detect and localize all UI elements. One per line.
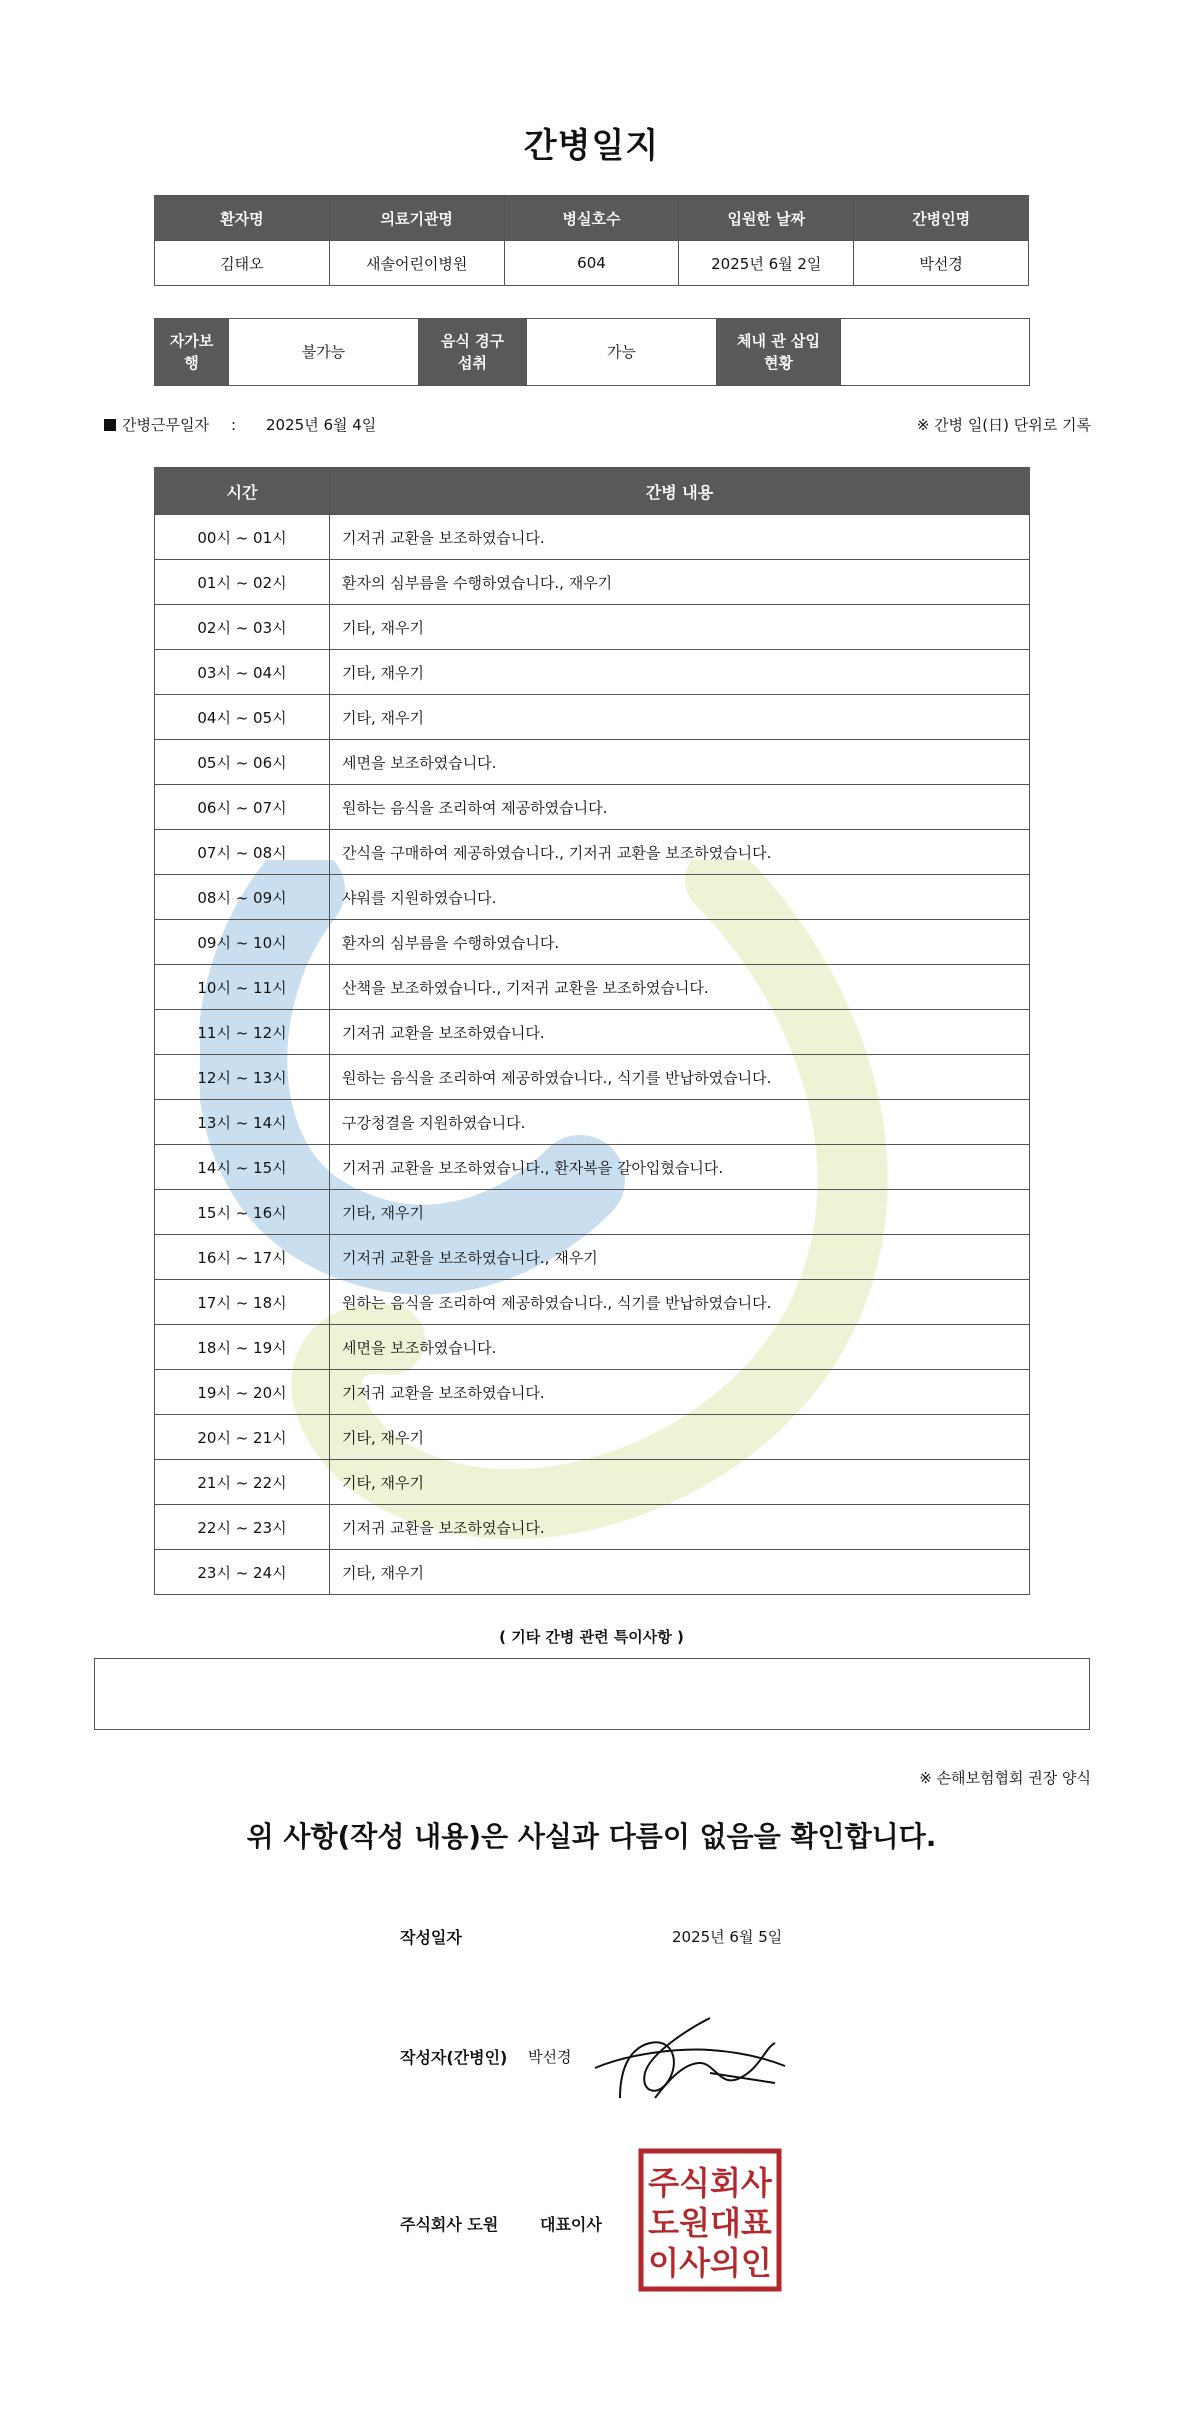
care-log-row xyxy=(155,785,1030,830)
log-content-cell: 기타, 재우기 xyxy=(330,695,1030,740)
log-time-cell: 06시 ~ 07시 xyxy=(155,785,330,830)
care-log-row xyxy=(155,1235,1030,1280)
care-log-row xyxy=(155,1415,1030,1460)
daily-record-note: ※ 간병 일(日) 단위로 기록 xyxy=(916,416,1091,434)
info-header-row xyxy=(155,196,1029,241)
log-time-cell: 17시 ~ 18시 xyxy=(155,1280,330,1325)
room-number: 604 xyxy=(504,241,679,286)
log-time-cell: 21시 ~ 22시 xyxy=(155,1460,330,1505)
header-patient-name: 환자명 xyxy=(155,196,330,241)
tube-label-line1: 체내 관 삽입 xyxy=(737,332,820,350)
log-time-cell: 20시 ~ 21시 xyxy=(155,1415,330,1460)
tube-label-line2: 현황 xyxy=(764,354,793,372)
log-time-cell: 15시 ~ 16시 xyxy=(155,1190,330,1235)
log-time-cell: 01시 ~ 02시 xyxy=(155,560,330,605)
care-log-row xyxy=(155,515,1030,560)
log-content-cell: 환자의 심부름을 수행하였습니다., 재우기 xyxy=(330,560,1030,605)
page-title: 간병일지 xyxy=(523,126,660,166)
care-log-row xyxy=(155,1010,1030,1055)
log-content-cell: 환자의 심부름을 수행하였습니다. xyxy=(330,920,1030,965)
confirmation-statement: 위 사항(작성 내용)은 사실과 다름이 없음을 확인합니다. xyxy=(246,1820,937,1853)
log-content-cell: 원하는 음식을 조리하여 제공하였습니다., 식기를 반납하였습니다. xyxy=(330,1055,1030,1100)
log-content-cell: 기저귀 교환을 보조하였습니다. xyxy=(330,515,1030,560)
care-log-body xyxy=(155,515,1030,1595)
oral-intake-label-line2: 섭취 xyxy=(458,354,487,372)
log-time-cell: 12시 ~ 13시 xyxy=(155,1055,330,1100)
log-time-cell: 04시 ~ 05시 xyxy=(155,695,330,740)
tube-label xyxy=(717,319,841,386)
care-log-row xyxy=(155,1145,1030,1190)
header-admission-date: 입원한 날짜 xyxy=(679,196,854,241)
care-log-row xyxy=(155,1460,1030,1505)
log-content-cell: 기타, 재우기 xyxy=(330,650,1030,695)
log-time-cell: 23시 ~ 24시 xyxy=(155,1550,330,1595)
log-time-cell: 19시 ~ 20시 xyxy=(155,1370,330,1415)
seal-line-3: 이사의인 xyxy=(648,2244,772,2282)
author-label: 작성자(간병인) xyxy=(400,2048,508,2067)
signature-image xyxy=(590,2008,790,2108)
log-time-cell: 00시 ~ 01시 xyxy=(155,515,330,560)
written-date-value: 2025년 6월 5일 xyxy=(672,1928,783,1946)
tube-value xyxy=(841,319,1030,386)
log-content-cell: 샤워를 지원하였습니다. xyxy=(330,875,1030,920)
admission-date: 2025년 6월 2일 xyxy=(679,241,854,286)
info-value-row xyxy=(155,241,1029,286)
log-content-cell: 기저귀 교환을 보조하였습니다. xyxy=(330,1370,1030,1415)
log-time-cell: 13시 ~ 14시 xyxy=(155,1100,330,1145)
patient-name: 김태오 xyxy=(155,241,330,286)
author-name: 박선경 xyxy=(528,2048,572,2066)
work-date-label: 간병근무일자 xyxy=(122,416,209,434)
care-log-row xyxy=(155,920,1030,965)
log-content-cell: 산책을 보조하였습니다., 기저귀 교환을 보조하였습니다. xyxy=(330,965,1030,1010)
remarks-box xyxy=(94,1658,1090,1730)
log-time-cell: 02시 ~ 03시 xyxy=(155,605,330,650)
care-log-table xyxy=(154,467,1030,1595)
log-time-cell: 10시 ~ 11시 xyxy=(155,965,330,1010)
representative-label: 대표이사 xyxy=(540,2215,602,2234)
self-walk-label-line2: 행 xyxy=(184,354,199,372)
care-log-row xyxy=(155,1280,1030,1325)
log-content-cell: 기타, 재우기 xyxy=(330,1460,1030,1505)
log-content-cell: 기저귀 교환을 보조하였습니다., 환자복을 갈아입혔습니다. xyxy=(330,1145,1030,1190)
log-content-cell: 기저귀 교환을 보조하였습니다., 재우기 xyxy=(330,1235,1030,1280)
work-date-line xyxy=(104,414,376,435)
written-date-label: 작성일자 xyxy=(400,1928,462,1947)
hospital-name: 새솔어린이병원 xyxy=(329,241,504,286)
log-content-cell: 기저귀 교환을 보조하였습니다. xyxy=(330,1010,1030,1055)
log-content-cell: 간식을 구매하여 제공하였습니다., 기저귀 교환을 보조하였습니다. xyxy=(330,830,1030,875)
oral-intake-label-line1: 음식 경구 xyxy=(440,332,505,350)
patient-info-table xyxy=(154,195,1029,286)
header-caregiver: 간병인명 xyxy=(854,196,1029,241)
log-time-cell: 11시 ~ 12시 xyxy=(155,1010,330,1055)
log-time-cell: 05시 ~ 06시 xyxy=(155,740,330,785)
log-header-row xyxy=(155,468,1030,515)
header-room: 병실호수 xyxy=(504,196,679,241)
remarks-title: ( 기타 간병 관련 특이사항 ) xyxy=(499,1628,684,1646)
log-content-cell: 기타, 재우기 xyxy=(330,1550,1030,1595)
care-log-row xyxy=(155,560,1030,605)
caregiver-name: 박선경 xyxy=(854,241,1029,286)
patient-status-table xyxy=(154,318,1030,386)
company-label: 주식회사 도원 xyxy=(400,2215,499,2234)
log-time-cell: 03시 ~ 04시 xyxy=(155,650,330,695)
log-content-cell: 기타, 재우기 xyxy=(330,1415,1030,1460)
log-content-cell: 구강청결을 지원하였습니다. xyxy=(330,1100,1030,1145)
care-log-row xyxy=(155,1505,1030,1550)
care-log-row xyxy=(155,740,1030,785)
log-content-cell: 세면을 보조하였습니다. xyxy=(330,740,1030,785)
care-log-row xyxy=(155,875,1030,920)
care-log-row xyxy=(155,1190,1030,1235)
care-log-row xyxy=(155,1550,1030,1595)
square-bullet-icon xyxy=(104,419,116,431)
care-log-row xyxy=(155,650,1030,695)
log-content-cell: 기타, 재우기 xyxy=(330,605,1030,650)
care-log-row xyxy=(155,830,1030,875)
care-log-row xyxy=(155,1055,1030,1100)
log-time-cell: 07시 ~ 08시 xyxy=(155,830,330,875)
log-time-cell: 18시 ~ 19시 xyxy=(155,1325,330,1370)
care-log-row xyxy=(155,1325,1030,1370)
care-log-row xyxy=(155,605,1030,650)
self-walk-label xyxy=(155,319,229,386)
care-log-row xyxy=(155,1100,1030,1145)
form-source-note: ※ 손해보험협회 권장 양식 xyxy=(919,1769,1091,1787)
work-date-colon: : xyxy=(230,416,237,434)
log-time-cell: 16시 ~ 17시 xyxy=(155,1235,330,1280)
self-walk-label-line1: 자가보 xyxy=(169,332,214,350)
care-log-row xyxy=(155,1370,1030,1415)
care-log-row xyxy=(155,965,1030,1010)
care-log-row xyxy=(155,695,1030,740)
log-content-cell: 기저귀 교환을 보조하였습니다. xyxy=(330,1505,1030,1550)
oral-intake-label xyxy=(419,319,527,386)
seal-line-1: 주식회사 xyxy=(648,2164,772,2202)
log-content-cell: 세면을 보조하였습니다. xyxy=(330,1325,1030,1370)
log-time-cell: 14시 ~ 15시 xyxy=(155,1145,330,1190)
header-time: 시간 xyxy=(155,468,330,515)
self-walk-value: 불가능 xyxy=(229,319,419,386)
work-date-value: 2025년 6월 4일 xyxy=(266,416,377,434)
log-content-cell: 원하는 음식을 조리하여 제공하였습니다., 식기를 반납하였습니다. xyxy=(330,1280,1030,1325)
log-content-cell: 기타, 재우기 xyxy=(330,1190,1030,1235)
header-care-content: 간병 내용 xyxy=(330,468,1030,515)
company-seal-stamp xyxy=(638,2148,782,2292)
log-time-cell: 09시 ~ 10시 xyxy=(155,920,330,965)
log-content-cell: 원하는 음식을 조리하여 제공하였습니다. xyxy=(330,785,1030,830)
oral-intake-value: 가능 xyxy=(527,319,717,386)
header-hospital: 의료기관명 xyxy=(329,196,504,241)
seal-line-2: 도원대표 xyxy=(648,2204,772,2242)
log-time-cell: 22시 ~ 23시 xyxy=(155,1505,330,1550)
log-time-cell: 08시 ~ 09시 xyxy=(155,875,330,920)
